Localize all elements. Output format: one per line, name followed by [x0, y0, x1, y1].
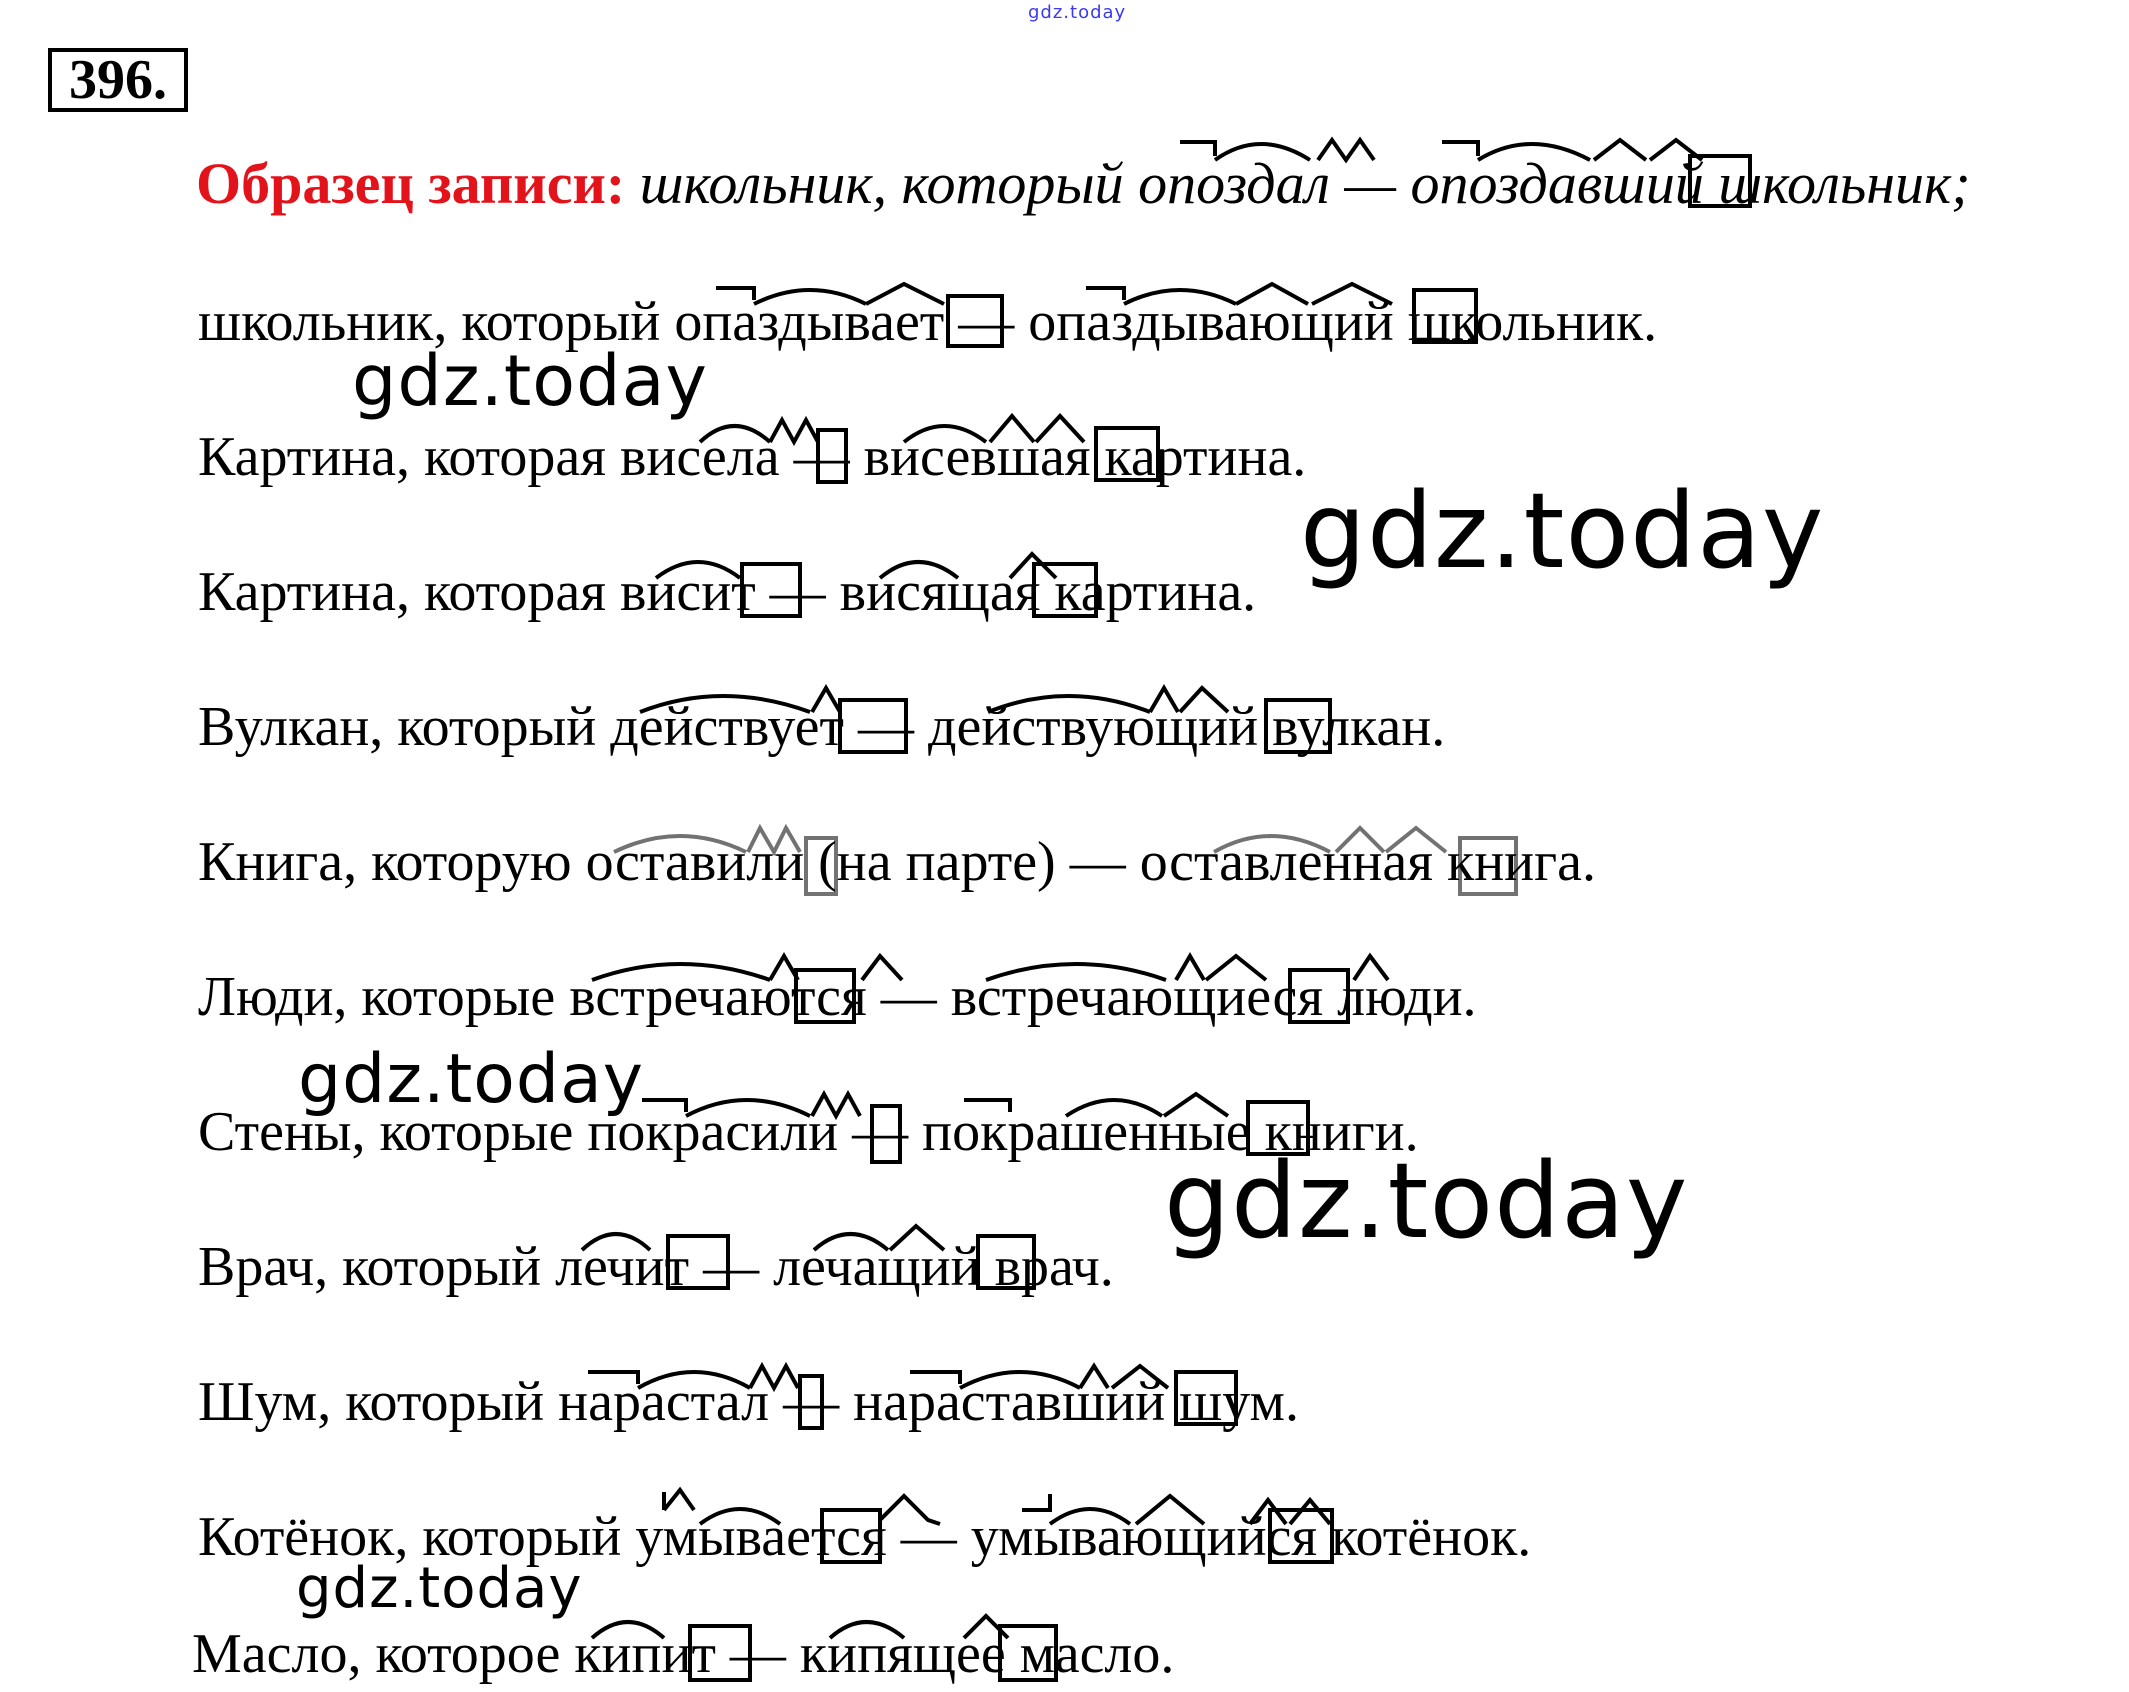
suffix-mark — [1080, 1366, 1168, 1388]
ending-box — [1690, 156, 1750, 206]
ending-box — [1000, 1626, 1056, 1680]
line-5: Книга, которую оставили (на парте) — оставленная книга. — [198, 831, 1596, 893]
ending-box — [1096, 428, 1158, 480]
root-arc — [830, 1622, 904, 1638]
suffix-mark — [1164, 1094, 1228, 1116]
root-arc — [656, 562, 740, 578]
line-7: Стены, которые покрасили — покрашенные книги. — [198, 1101, 1419, 1163]
top-watermark: gdz.today — [1028, 2, 1127, 23]
ending-box — [948, 296, 1002, 346]
root-arc — [614, 836, 746, 852]
prefix-mark — [1442, 142, 1478, 156]
line-1: школьник, который опаздывает — опаздывающий школьник. — [198, 291, 1658, 353]
suffix-mark — [866, 284, 944, 304]
root-arc — [814, 1234, 888, 1250]
suffix-mark — [890, 1226, 944, 1250]
ending-box — [1460, 838, 1516, 894]
root-arc — [700, 426, 770, 442]
suffix-mark — [1176, 956, 1388, 980]
prefix-mark — [1180, 142, 1215, 156]
ending-box — [742, 564, 800, 616]
task-number: 396 — [69, 49, 153, 111]
sample-text: школьник, который опоздал — опоздавший школьник; — [639, 151, 1971, 216]
root-arc — [1478, 144, 1590, 160]
root-arc — [1124, 290, 1236, 304]
suffix-mark — [812, 688, 840, 712]
prefix-mark — [642, 1100, 686, 1112]
sample-label: Образец записи: — [196, 151, 626, 216]
suffix-mark — [770, 420, 818, 442]
root-arc — [904, 426, 986, 442]
suffix-mark — [1594, 140, 1702, 160]
ending-box — [668, 1236, 728, 1288]
root-arc — [1050, 1509, 1130, 1524]
line-3: Картина, которая висит — висящая картина. — [198, 561, 1257, 623]
root-arc — [754, 290, 866, 304]
root-arc — [1066, 1100, 1162, 1116]
ending-box — [796, 970, 854, 1022]
watermark-4: gdz.today — [1164, 1140, 1689, 1262]
line-11: Масло, которое кипит — кипящее масло. — [192, 1623, 1175, 1685]
line-10: Котёнок, который умывается — умывающийся котёнок. — [198, 1506, 1532, 1568]
prefix-mark — [1086, 288, 1124, 300]
prefix-mark — [588, 1372, 638, 1384]
ending-box — [1266, 700, 1330, 752]
ending-box — [872, 1106, 900, 1162]
suffix-mark — [664, 1490, 694, 1510]
task-number-dot: . — [153, 49, 167, 111]
ending-box — [822, 1510, 880, 1562]
ending-box — [840, 700, 906, 752]
line-8: Врач, который лечит — лечащий врач. — [198, 1236, 1114, 1298]
root-arc — [988, 696, 1150, 712]
line-2: Картина, которая висела — висевшая картина. — [198, 426, 1307, 488]
prefix-mark — [910, 1372, 960, 1384]
ending-box — [1290, 970, 1348, 1022]
root-arc — [640, 696, 810, 712]
suffix-mark — [1150, 688, 1228, 712]
root-arc — [700, 1509, 780, 1524]
ending-box — [800, 1376, 822, 1428]
root-arc — [592, 1622, 664, 1638]
watermark-2: gdz.today — [1300, 470, 1825, 592]
root-arc — [638, 1372, 750, 1388]
suffix-mark — [1336, 828, 1446, 852]
root-arc — [1214, 836, 1330, 852]
ending-box — [1176, 1372, 1236, 1424]
ending-box — [978, 1236, 1034, 1288]
suffix-mark — [812, 1094, 860, 1116]
ending-box — [1034, 564, 1096, 616]
prefix-mark — [964, 1100, 1010, 1112]
prefix-mark — [716, 288, 754, 300]
watermark-1: gdz.today — [352, 340, 708, 422]
root-arc — [986, 964, 1166, 980]
root-arc — [880, 562, 958, 578]
watermark-5: gdz.today — [296, 1556, 583, 1621]
root-arc — [686, 1100, 810, 1116]
suffix-mark — [750, 1366, 798, 1388]
line-4: Вулкан, который действует — действующий вулкан. — [198, 696, 1446, 758]
root-arc — [960, 1372, 1080, 1388]
line-9: Шум, который нарастал — нараставший шум. — [198, 1371, 1299, 1433]
ending-box — [1414, 290, 1476, 342]
line-6: Люди, которые встречаются — встречающиеся люди. — [198, 966, 1477, 1028]
ending-box — [806, 838, 836, 894]
ending-box — [818, 430, 846, 482]
root-arc — [582, 1234, 650, 1250]
ending-box — [690, 1626, 750, 1680]
suffix-mark — [748, 828, 800, 852]
watermark-3: gdz.today — [298, 1040, 644, 1119]
root-arc — [592, 964, 770, 980]
suffix-mark — [990, 416, 1084, 442]
suffix-mark — [880, 1496, 940, 1524]
suffix-mark — [1318, 140, 1374, 160]
suffix-mark — [1236, 284, 1392, 304]
root-arc — [1215, 144, 1310, 160]
prefix-mark — [1022, 1494, 1050, 1510]
ending-box — [1248, 1102, 1308, 1154]
